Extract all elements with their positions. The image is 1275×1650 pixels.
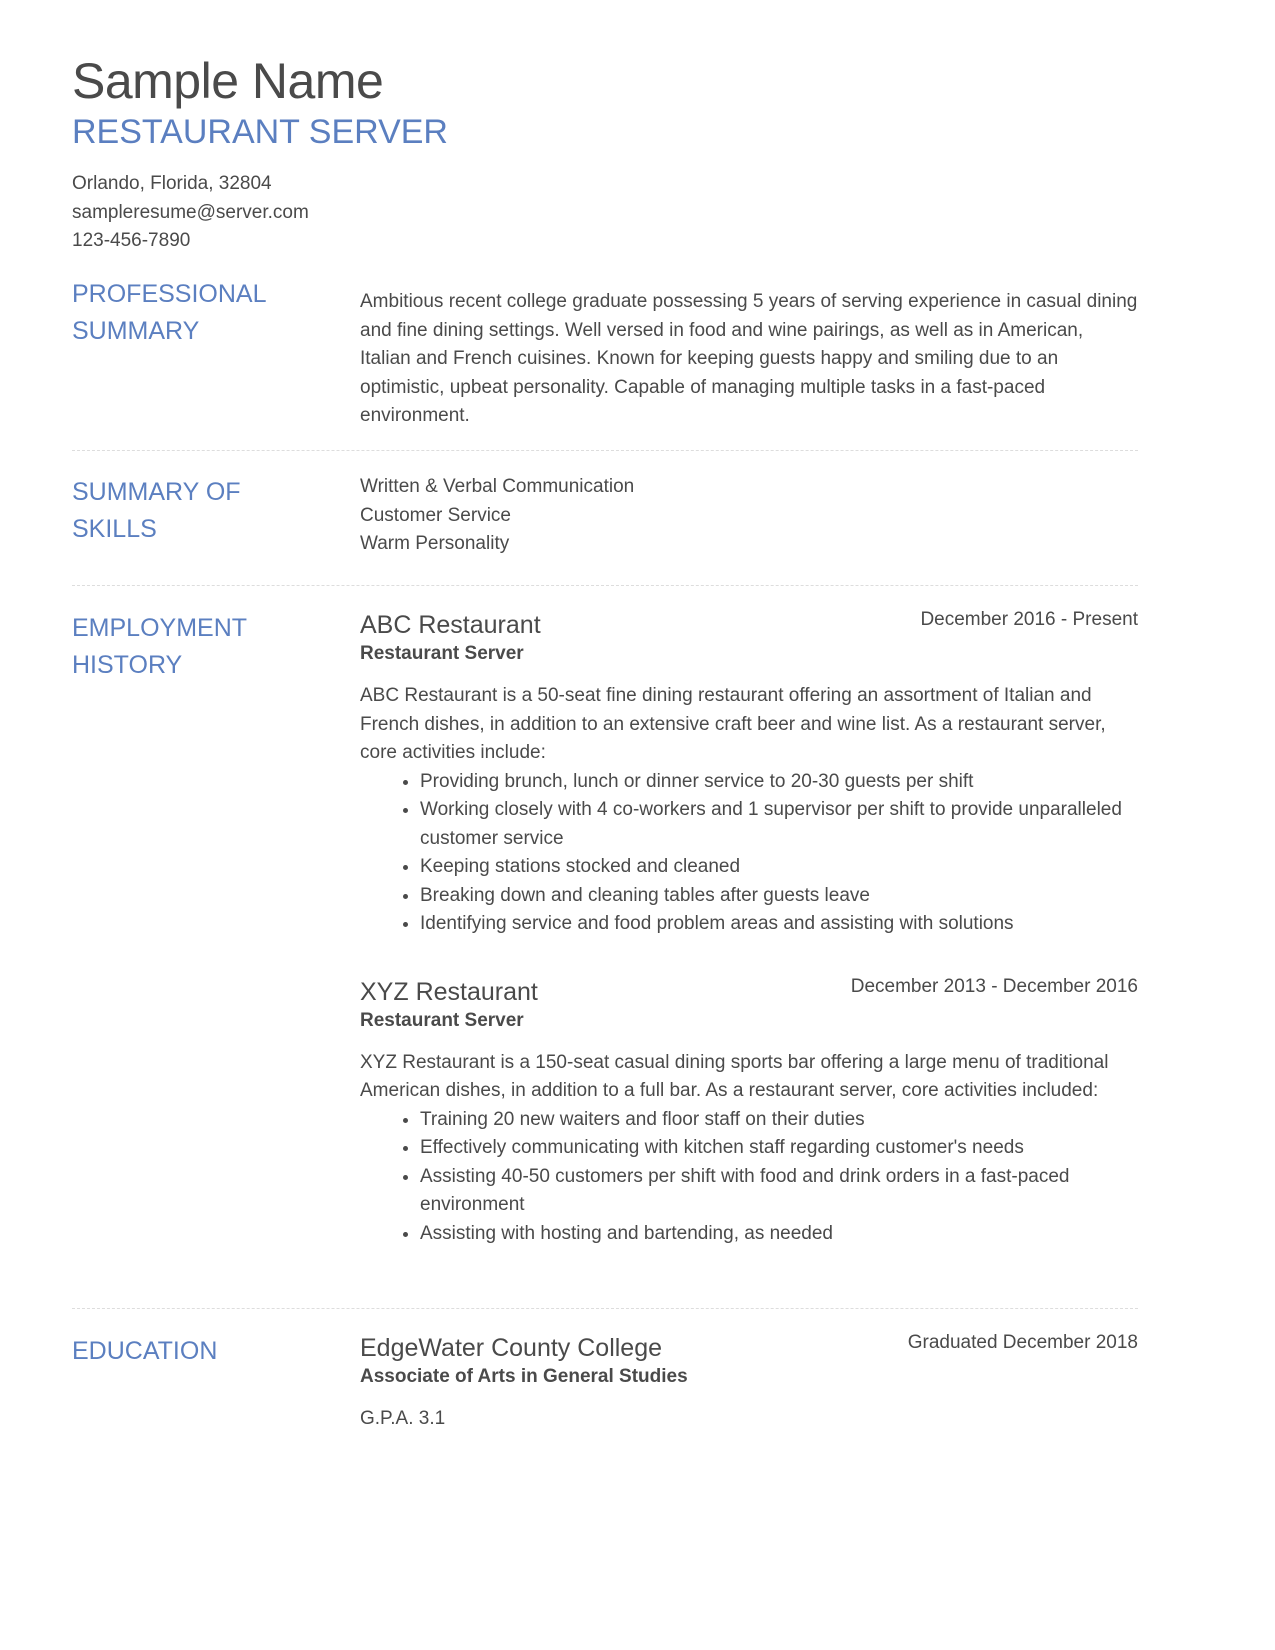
job-entry (360, 977, 1138, 1249)
duty-item: • Training 20 new waiters and floor staff on their duties (420, 1106, 1138, 1135)
section-heading: SUMMARY OF SKILLS (72, 478, 241, 543)
candidate-name: Sample Name (72, 53, 384, 109)
section-heading: PROFESSIONAL SUMMARY (72, 280, 266, 345)
section-heading: EMPLOYMENT HISTORY (72, 614, 247, 679)
degree: Associate of Arts in General Studies (360, 1366, 688, 1387)
contact-info (72, 170, 309, 256)
phone: 123-456-7890 (72, 230, 191, 251)
job-role: Restaurant Server (360, 1009, 524, 1031)
duty-item: • Effectively communicating with kitchen staff regarding customer's needs (420, 1134, 1138, 1163)
skill-item: Warm Personality (360, 533, 510, 554)
address: Orlando, Florida, 32804 (72, 173, 272, 194)
job-description: ABC Restaurant is a 50-seat fine dining restaurant offering an assortment of Italian and French dishes, in addition to an extensive craft beer and wine list. As a restaurant server, core activities include: (360, 685, 1106, 763)
school-name: EdgeWater County College (360, 1334, 663, 1362)
jobs (360, 610, 1138, 1248)
email: sampleresume@server.com (72, 201, 309, 223)
education-entry (360, 1333, 1138, 1434)
company-name: ABC Restaurant (360, 611, 541, 639)
duty-item: • Assisting 40-50 customers per shift with food and drink orders in a fast-paced environment (420, 1163, 1138, 1220)
duties-list (360, 768, 1138, 939)
company-name: XYZ Restaurant (360, 977, 538, 1006)
duty-item: • Providing brunch, lunch or dinner service to 20-30 guests per shift (420, 768, 1138, 797)
divider (72, 1308, 1138, 1309)
skill-item: Written & Verbal Communication (360, 476, 635, 497)
duties-list (360, 1106, 1138, 1249)
duty-item: • Identifying service and food problem areas and assisting with solutions (420, 910, 1138, 939)
job-dates: December 2016 - Present (920, 609, 1138, 630)
summary-text: Ambitious recent college graduate possessing 5 years of serving experience in casual dining and fine dining settings. Well versed in food and wine pairings, as well as in American, Italian and French cuisines. Known for keeping guests happy and smiling due to an optimistic, upbeat personality. Capable of managing multiple tasks in a fast-paced environment. (360, 291, 1138, 426)
graduation-date: Graduated December 2018 (907, 1332, 1138, 1353)
school-entry (360, 1333, 1138, 1434)
skill-item: Customer Service (360, 504, 511, 526)
section-heading: EDUCATION (72, 1337, 218, 1365)
duty-item: • Breaking down and cleaning tables after guests leave (420, 882, 1138, 911)
job-dates: December 2013 - December 2016 (850, 975, 1138, 997)
duty-item: • Keeping stations stocked and cleaned (420, 853, 1138, 882)
job-title: RESTAURANT SERVER (72, 113, 448, 151)
skills-list (360, 473, 1138, 559)
duty-item: • Assisting with hosting and bartending, as needed (420, 1220, 1138, 1249)
gpa: G.P.A. 3.1 (360, 1408, 446, 1429)
duty-item: • Working closely with 4 co-workers and 1 supervisor per shift to provide unparalleled customer service (420, 796, 1138, 853)
job-description: XYZ Restaurant is a 150-seat casual dining sports bar offering a large menu of traditional American dishes, in addition to a full bar. As a restaurant server, core activities included: (360, 1051, 1109, 1101)
job-role: Restaurant Server (360, 643, 524, 664)
divider (72, 450, 1138, 451)
job-entry (360, 610, 1138, 939)
divider (72, 585, 1138, 586)
